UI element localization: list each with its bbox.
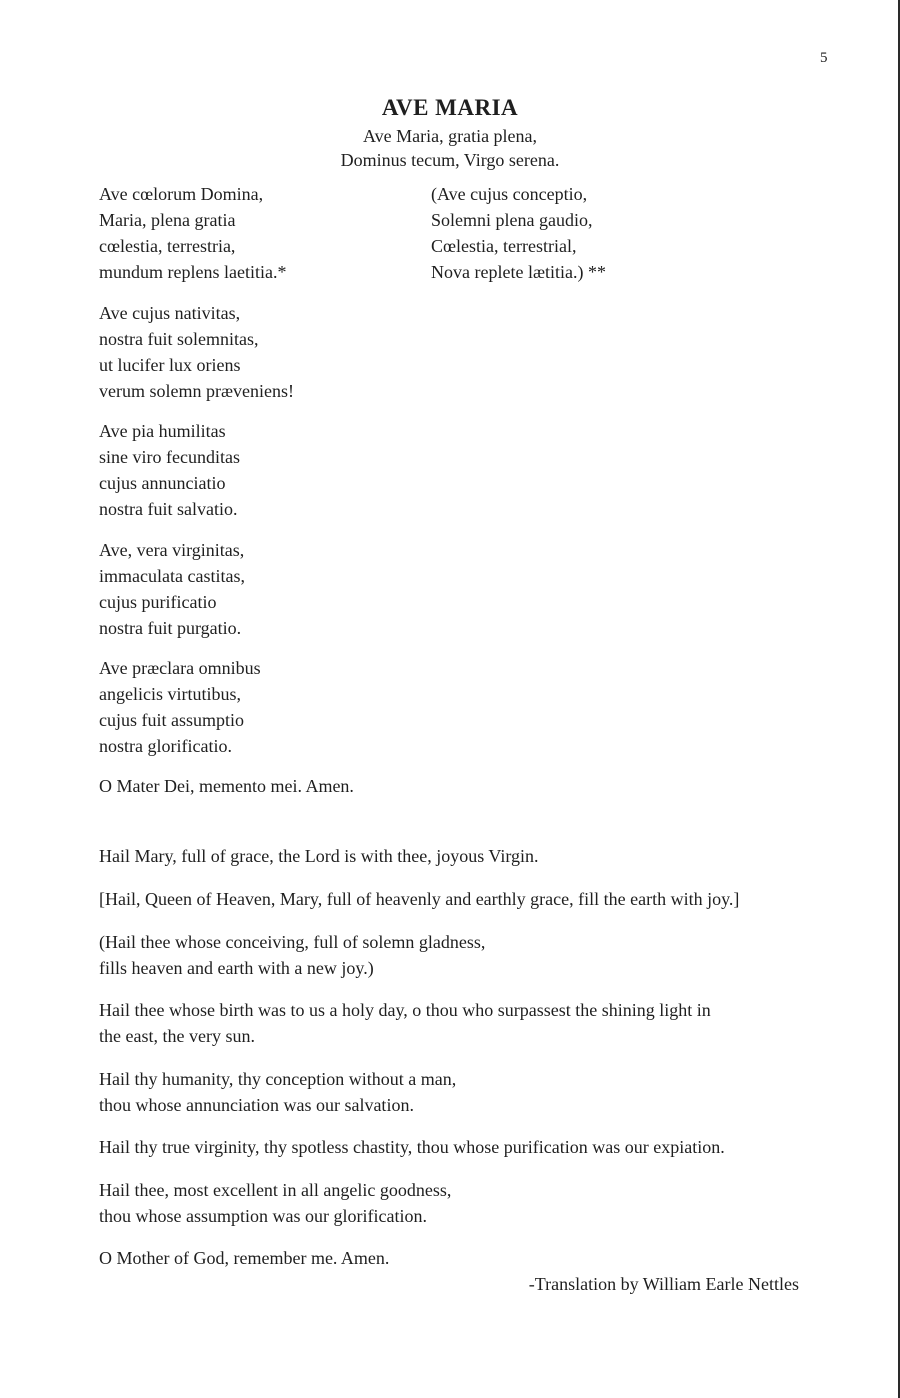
translation-paragraph-5 xyxy=(99,1066,809,1118)
verse-line: Solemni plena gaudio, xyxy=(431,210,593,230)
verse-line: sine viro fecunditas xyxy=(99,447,240,467)
paragraph-line: the east, the very sun. xyxy=(99,1026,255,1046)
hymn-title: AVE MARIA xyxy=(381,95,519,120)
translation-paragraph-3 xyxy=(99,929,809,981)
verse-line: nostra fuit purgatio. xyxy=(99,618,242,638)
verse-line: Ave cujus nativitas, xyxy=(99,303,241,323)
verse-line: cujus annunciatio xyxy=(99,473,226,493)
translation-paragraph-6: Hail thy true virginity, thy spotless chastity, thou whose purification was our expiation. xyxy=(99,1137,725,1157)
latin-stanza-1-alternate xyxy=(431,181,831,285)
verse-line: nostra fuit salvatio. xyxy=(99,499,238,519)
verse-line: angelicis virtutibus, xyxy=(99,684,241,704)
verse-line: cœlestia, terrestria, xyxy=(99,236,236,256)
latin-stanza-2 xyxy=(99,300,429,404)
paragraph-line: Hail thee, most excellent in all angelic goodness, xyxy=(99,1180,452,1200)
verse-line: Ave, vera virginitas, xyxy=(99,540,245,560)
latin-stanza-5 xyxy=(99,655,429,759)
latin-stanza-3 xyxy=(99,418,429,522)
paragraph-line: Hail thee whose birth was to us a holy day, o thou who surpassest the shining light in xyxy=(99,1000,711,1020)
verse-line: immaculata castitas, xyxy=(99,566,245,586)
paragraph-line: Hail thy humanity, thy conception without a man, xyxy=(99,1069,457,1089)
verse-line: Cœlestia, terrestrial, xyxy=(431,236,577,256)
verse-line: nostra glorificatio. xyxy=(99,736,232,756)
translation-closing: O Mother of God, remember me. Amen. xyxy=(99,1248,390,1268)
latin-stanza-4 xyxy=(99,537,429,641)
verse-line: Nova replete lætitia.) ** xyxy=(431,262,606,282)
paragraph-line: thou whose assumption was our glorification. xyxy=(99,1206,427,1226)
latin-stanza-1 xyxy=(99,181,429,285)
paragraph-line: thou whose annunciation was our salvation. xyxy=(99,1095,414,1115)
verse-line: cujus fuit assumptio xyxy=(99,710,244,730)
translation-paragraph-4 xyxy=(99,997,809,1049)
page-number: 5 xyxy=(820,50,828,66)
verse-line: nostra fuit solemnitas, xyxy=(99,329,259,349)
paragraph-line: (Hail thee whose conceiving, full of solemn gladness, xyxy=(99,932,486,952)
verse-line: Ave præclara omnibus xyxy=(99,658,261,678)
verse-line: verum solemn præveniens! xyxy=(99,381,294,401)
subtitle-line-2: Dominus tecum, Virgo serena. xyxy=(340,150,560,170)
verse-line: (Ave cujus conceptio, xyxy=(431,184,588,204)
translation-paragraph-7 xyxy=(99,1177,809,1229)
verse-line: ut lucifer lux oriens xyxy=(99,355,241,375)
subtitle-line-1: Ave Maria, gratia plena, xyxy=(362,126,538,146)
verse-line: Ave cœlorum Domina, xyxy=(99,184,264,204)
paragraph-line: fills heaven and earth with a new joy.) xyxy=(99,958,374,978)
translation-paragraph-1: Hail Mary, full of grace, the Lord is with thee, joyous Virgin. xyxy=(99,846,539,866)
verse-line: cujus purificatio xyxy=(99,592,217,612)
translation-paragraph-2: [Hail, Queen of Heaven, Mary, full of heavenly and earthly grace, fill the earth with joy.] xyxy=(99,889,740,909)
translation-attribution: -Translation by William Earle Nettles xyxy=(528,1274,799,1294)
verse-line: Ave pia humilitas xyxy=(99,421,226,441)
verse-line: Maria, plena gratia xyxy=(99,210,236,230)
latin-closing: O Mater Dei, memento mei. Amen. xyxy=(99,776,354,796)
verse-line: mundum replens laetitia.* xyxy=(99,262,287,282)
